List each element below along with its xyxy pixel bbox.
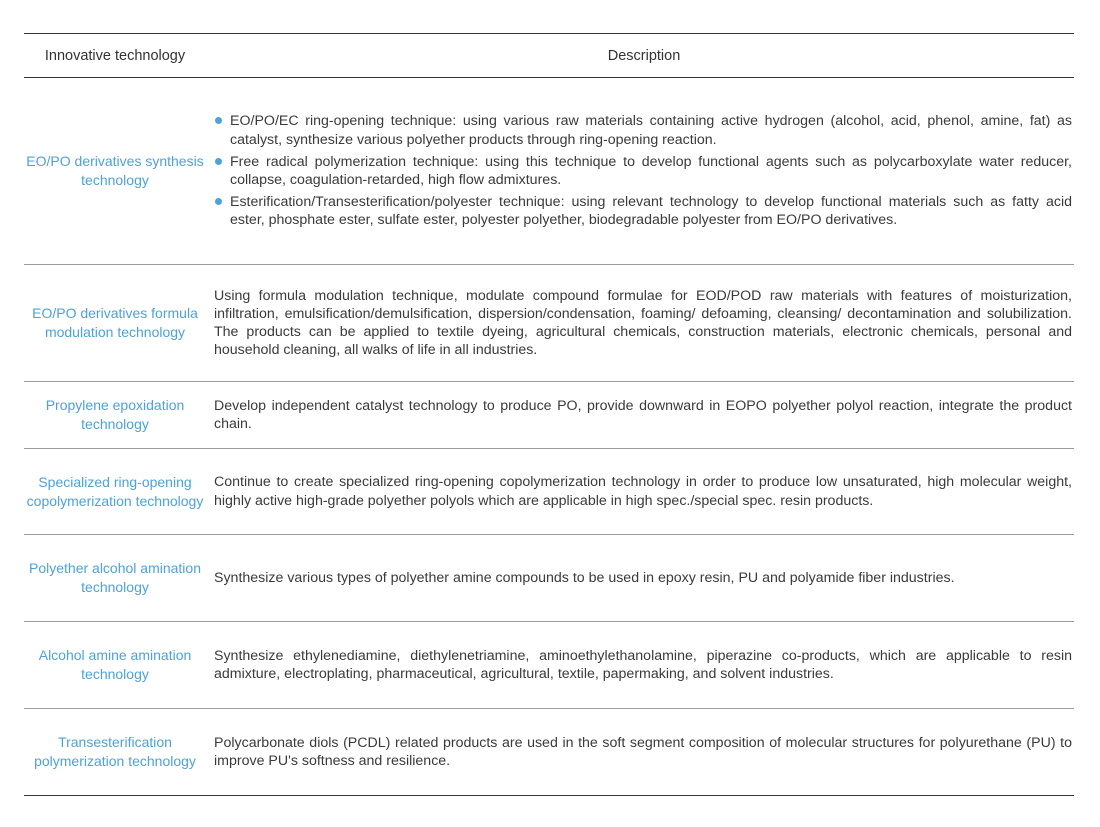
technology-name: Transesterification polymerization technology bbox=[24, 709, 214, 796]
table-row bbox=[24, 382, 1074, 449]
bullet-list bbox=[214, 112, 1072, 229]
technology-description: Continue to create specialized ring-opening copolymerization technology in order to produce low unsaturated, high molecular weight, highly active high-grade polyether polyols which are applicable in high spec./special spec. resin products. bbox=[214, 449, 1074, 535]
list-item bbox=[214, 193, 1072, 229]
bullet-text: Free radical polymerization technique: using this technique to develop functional agents such as polycarboxylate water reducer, collapse, coagulation-retarded, high flow admixtures. bbox=[230, 153, 1072, 188]
table-row bbox=[24, 449, 1074, 535]
header-description: Description bbox=[214, 34, 1074, 78]
bullet-dot-icon bbox=[215, 158, 222, 165]
technology-description: Develop independent catalyst technology to produce PO, provide downward in EOPO polyether polyol reaction, integrate the product chain. bbox=[214, 382, 1074, 449]
table-row bbox=[24, 535, 1074, 622]
technology-name: EO/PO derivatives synthesis technology bbox=[24, 78, 214, 265]
technology-description: Synthesize various types of polyether amine compounds to be used in epoxy resin, PU and polyamide fiber industries. bbox=[214, 535, 1074, 622]
technology-name: Polyether alcohol amination technology bbox=[24, 535, 214, 622]
table-row bbox=[24, 265, 1074, 382]
table-row bbox=[24, 709, 1074, 796]
bullet-dot-icon bbox=[215, 117, 222, 124]
technology-table bbox=[24, 33, 1074, 796]
bullet-text: EO/PO/EC ring-opening technique: using various raw materials containing active hydrogen (alcohol, acid, phenol, amine, fat) as catalyst, synthesize various polyether products through ring-opening reaction. bbox=[230, 113, 1072, 148]
technology-name: EO/PO derivatives formula modulation technology bbox=[24, 265, 214, 382]
table-header-row bbox=[24, 34, 1074, 78]
table-row bbox=[24, 78, 1074, 265]
technology-name: Alcohol amine amination technology bbox=[24, 622, 214, 709]
bullet-dot-icon bbox=[215, 198, 222, 205]
technology-description: Synthesize ethylenediamine, diethylenetriamine, aminoethylethanolamine, piperazine co-products, which are applicable to resin admixture, electroplating, pharmaceutical, agricultural, textile, papermaking, and solvent industries. bbox=[214, 622, 1074, 709]
list-item bbox=[214, 112, 1072, 148]
table-row bbox=[24, 622, 1074, 709]
technology-description bbox=[214, 78, 1074, 265]
technology-name: Propylene epoxidation technology bbox=[24, 382, 214, 449]
technology-description: Polycarbonate diols (PCDL) related products are used in the soft segment composition of molecular structures for polyurethane (PU) to improve PU's softness and resilience. bbox=[214, 709, 1074, 796]
bullet-text: Esterification/Transesterification/polyester technique: using relevant technology to develop functional materials such as fatty acid ester, phosphate ester, sulfate ester, polyester polyether, biodegradable polyester from EO/PO derivatives. bbox=[230, 194, 1072, 229]
technology-description: Using formula modulation technique, modulate compound formulae for EOD/POD raw materials with features of moisturization, infiltration, emulsification/demulsification, dispersion/condensation, foaming/ defoaming, cleansing/ decontamination and solubilization. The products can be applied to textile dyeing, agricultural chemicals, construction materials, electronic chemicals, personal and household cleaning, all walks of life in all industries. bbox=[214, 265, 1074, 382]
header-innovative-technology: Innovative technology bbox=[24, 34, 214, 78]
list-item bbox=[214, 153, 1072, 189]
technology-name: Specialized ring-opening copolymerization technology bbox=[24, 449, 214, 535]
